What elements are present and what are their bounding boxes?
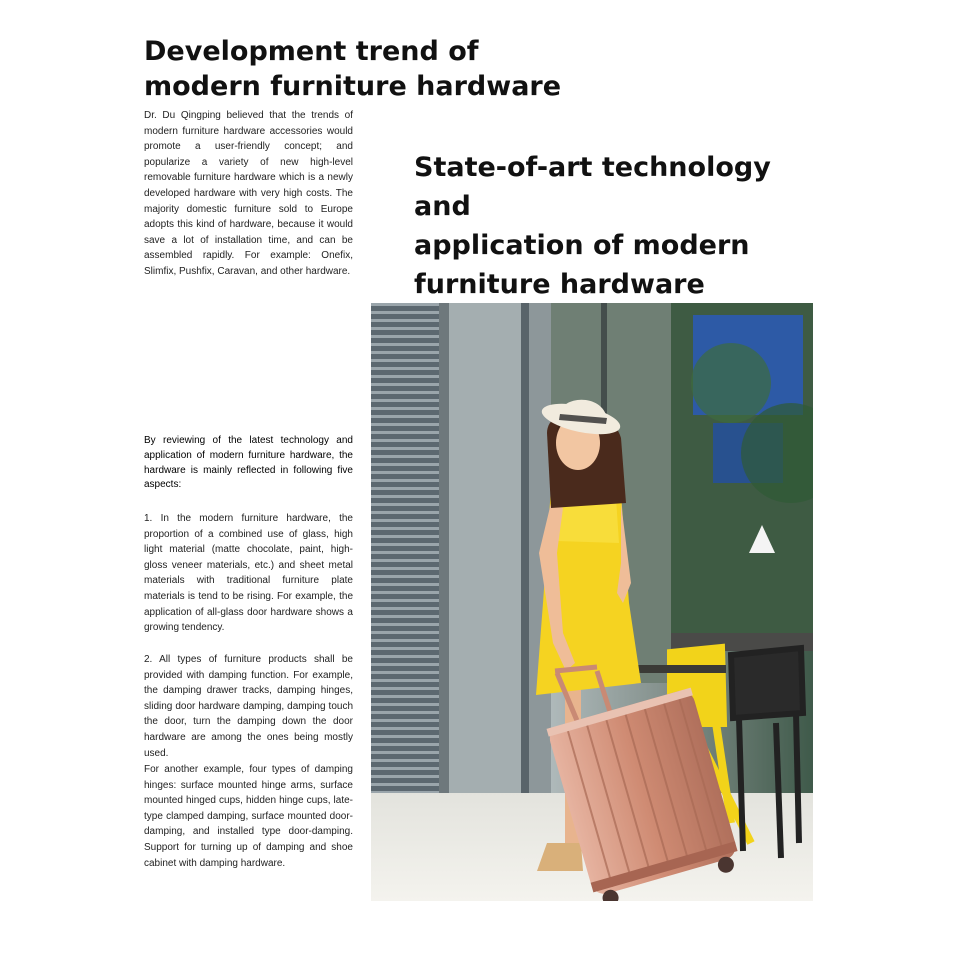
aspect-2-continued-paragraph: For another example, four types of damping hinges: surface mounted hinge arms, surface mounted hinged cups, hidden hinge cups, late-type clamped damping, surface mounted door- damping, and installed type door-damping. Support for turning up of damping and shoe cabinet with damping hardware. bbox=[144, 764, 353, 869]
section-heading-development-trend bbox=[144, 34, 564, 104]
heading-line: modern furniture hardware bbox=[144, 71, 562, 102]
section-heading-state-of-art bbox=[414, 148, 834, 304]
heading-line: Development trend of bbox=[144, 36, 479, 67]
intro-paragraph: Dr. Du Qingping believed that the trends of modern furniture hardware accessories would promote a user-friendly concept; and popularize a variety of new high-level removable furniture hardware which is a newly developed hardware with very high costs. The majority domestic furniture sold to Europe adopts this kind of hardware, because it would save a lot of installation time, and can be assembled rapidly. For example: Onefix, Slimfix, Pushfix, Caravan, and other hardware. bbox=[144, 110, 353, 277]
heading-line: furniture hardware bbox=[414, 269, 705, 300]
aspect-2-paragraph: 2. All types of furniture products shall be provided with damping function. For example, the damping drawer tracks, damping hinges, sliding door hardware damping, damping touch the door, turn the damping down the door hardware are among the ones being mostly used. bbox=[144, 654, 353, 759]
heading-line: State-of-art technology and bbox=[414, 152, 771, 222]
aspect-1-paragraph: 1. In the modern furniture hardware, the proportion of a combined use of glass, high light material (matte chocolate, paint, high-gloss veneer materials, etc.) and sheet metal materials with traditional furniture plate materials is tend to be rising. For example, the application of all-glass door hardware shows a growing tendency. bbox=[144, 513, 353, 634]
lifestyle-photo bbox=[371, 303, 813, 901]
review-paragraph: By reviewing of the latest technology and application of modern furniture hardware, the hardware is mainly reflected in following five aspects: bbox=[144, 435, 353, 491]
heading-line: application of modern bbox=[414, 230, 750, 261]
